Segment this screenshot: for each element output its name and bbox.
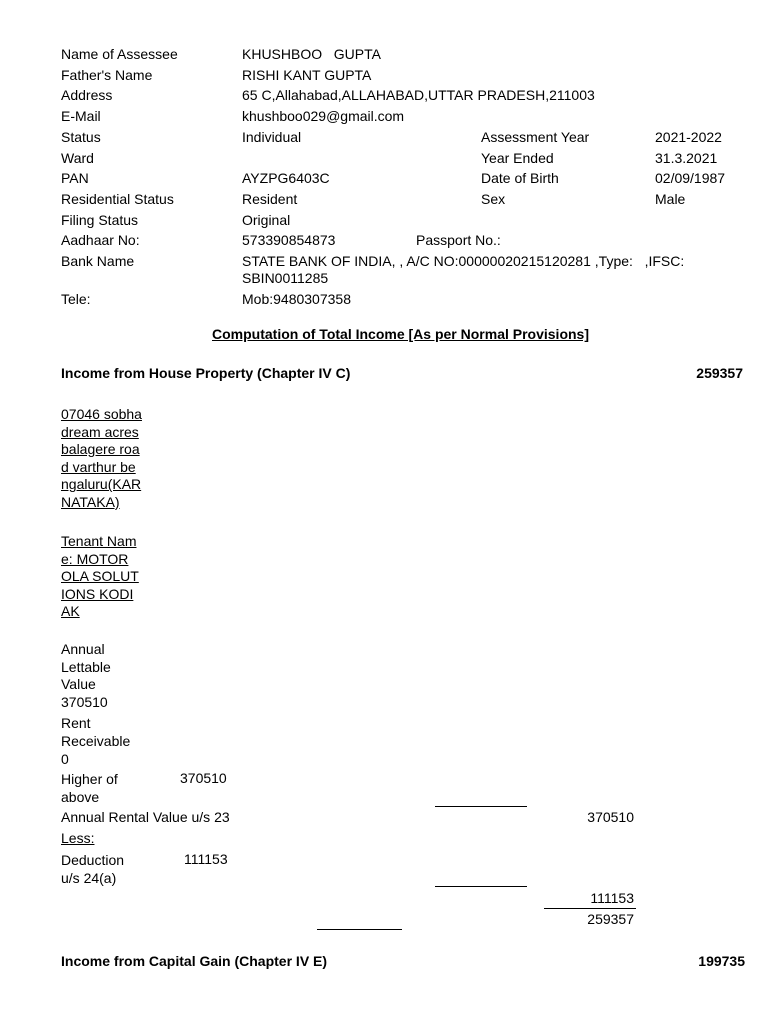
annual-rental-value-label: Annual Rental Value u/s 23 bbox=[61, 809, 230, 825]
filing-status-value: Original bbox=[242, 212, 291, 228]
computation-title: Computation of Total Income [As per Normal Provisions] bbox=[212, 326, 589, 342]
address-value: 65 C,Allahabad,ALLAHABAD,UTTAR PRADESH,211003 bbox=[242, 87, 595, 103]
annual-rental-value: 370510 bbox=[587, 809, 634, 825]
deduction-label: Deduction u/s 24(a) bbox=[61, 852, 125, 886]
house-property-heading: Income from House Property (Chapter IV C) bbox=[61, 365, 351, 381]
annual-lettable-value: 370510 bbox=[61, 694, 108, 710]
less-label: Less: bbox=[61, 830, 95, 846]
father-label: Father's Name bbox=[61, 67, 153, 83]
email-label: E-Mail bbox=[61, 108, 101, 124]
dob-label: Date of Birth bbox=[481, 170, 559, 186]
address-label: Address bbox=[61, 87, 113, 103]
rent-receivable-value: 0 bbox=[61, 751, 69, 767]
pan-label: PAN bbox=[61, 170, 89, 186]
passport-label: Passport No.: bbox=[416, 232, 501, 248]
higher-of-above-label: Higher of above bbox=[61, 771, 118, 805]
divider-line bbox=[544, 908, 636, 909]
father-value: RISHI KANT GUPTA bbox=[242, 67, 372, 83]
pan-value: AYZPG6403C bbox=[242, 170, 330, 186]
higher-of-above-value: 370510 bbox=[180, 770, 227, 786]
bank-label: Bank Name bbox=[61, 253, 135, 269]
assessment-year-label: Assessment Year bbox=[481, 129, 590, 145]
year-ended-label: Year Ended bbox=[481, 150, 554, 166]
deduction-total: 111153 bbox=[590, 890, 634, 906]
capital-gain-total: 199735 bbox=[698, 953, 745, 969]
deduction-value: 111153 bbox=[184, 851, 228, 867]
divider-line bbox=[435, 806, 527, 807]
annual-lettable-value-label: Annual Lettable Value bbox=[61, 641, 111, 693]
name-value: KHUSHBOO GUPTA bbox=[242, 46, 381, 62]
net-house-property-value: 259357 bbox=[587, 911, 634, 927]
capital-gain-heading: Income from Capital Gain (Chapter IV E) bbox=[61, 953, 328, 969]
house-property-total: 259357 bbox=[696, 365, 743, 381]
residential-status-label: Residential Status bbox=[61, 191, 174, 207]
sex-label: Sex bbox=[481, 191, 506, 207]
year-ended-value: 31.3.2021 bbox=[655, 150, 718, 166]
status-label: Status bbox=[61, 129, 101, 145]
divider-line bbox=[435, 886, 527, 887]
name-label: Name of Assessee bbox=[61, 46, 178, 62]
tele-value: Mob:9480307358 bbox=[242, 291, 351, 307]
tele-label: Tele: bbox=[61, 291, 91, 307]
tenant-name: Tenant Name: MOTOROLA SOLUTIONS KODIAK bbox=[61, 533, 139, 620]
aadhaar-value: 573390854873 bbox=[242, 232, 336, 248]
assessment-year-value: 2021-2022 bbox=[655, 129, 722, 145]
rent-receivable-label: Rent Receivable bbox=[61, 715, 131, 749]
filing-status-label: Filing Status bbox=[61, 212, 139, 228]
bank-value: STATE BANK OF INDIA, , A/C NO:00000020215120281 ,Type: ,IFSC: SBIN0011285 bbox=[242, 253, 689, 286]
ward-label: Ward bbox=[61, 150, 94, 166]
aadhaar-label: Aadhaar No: bbox=[61, 232, 140, 248]
sex-value: Male bbox=[655, 191, 686, 207]
property-address: 07046 sobha dream acres balagere road varthur bengaluru(KARNATAKA) bbox=[61, 406, 142, 510]
status-value: Individual bbox=[242, 129, 302, 145]
email-value: khushboo029@gmail.com bbox=[242, 108, 405, 124]
residential-status-value: Resident bbox=[242, 191, 298, 207]
dob-value: 02/09/1987 bbox=[655, 170, 726, 186]
divider-line bbox=[317, 929, 402, 930]
